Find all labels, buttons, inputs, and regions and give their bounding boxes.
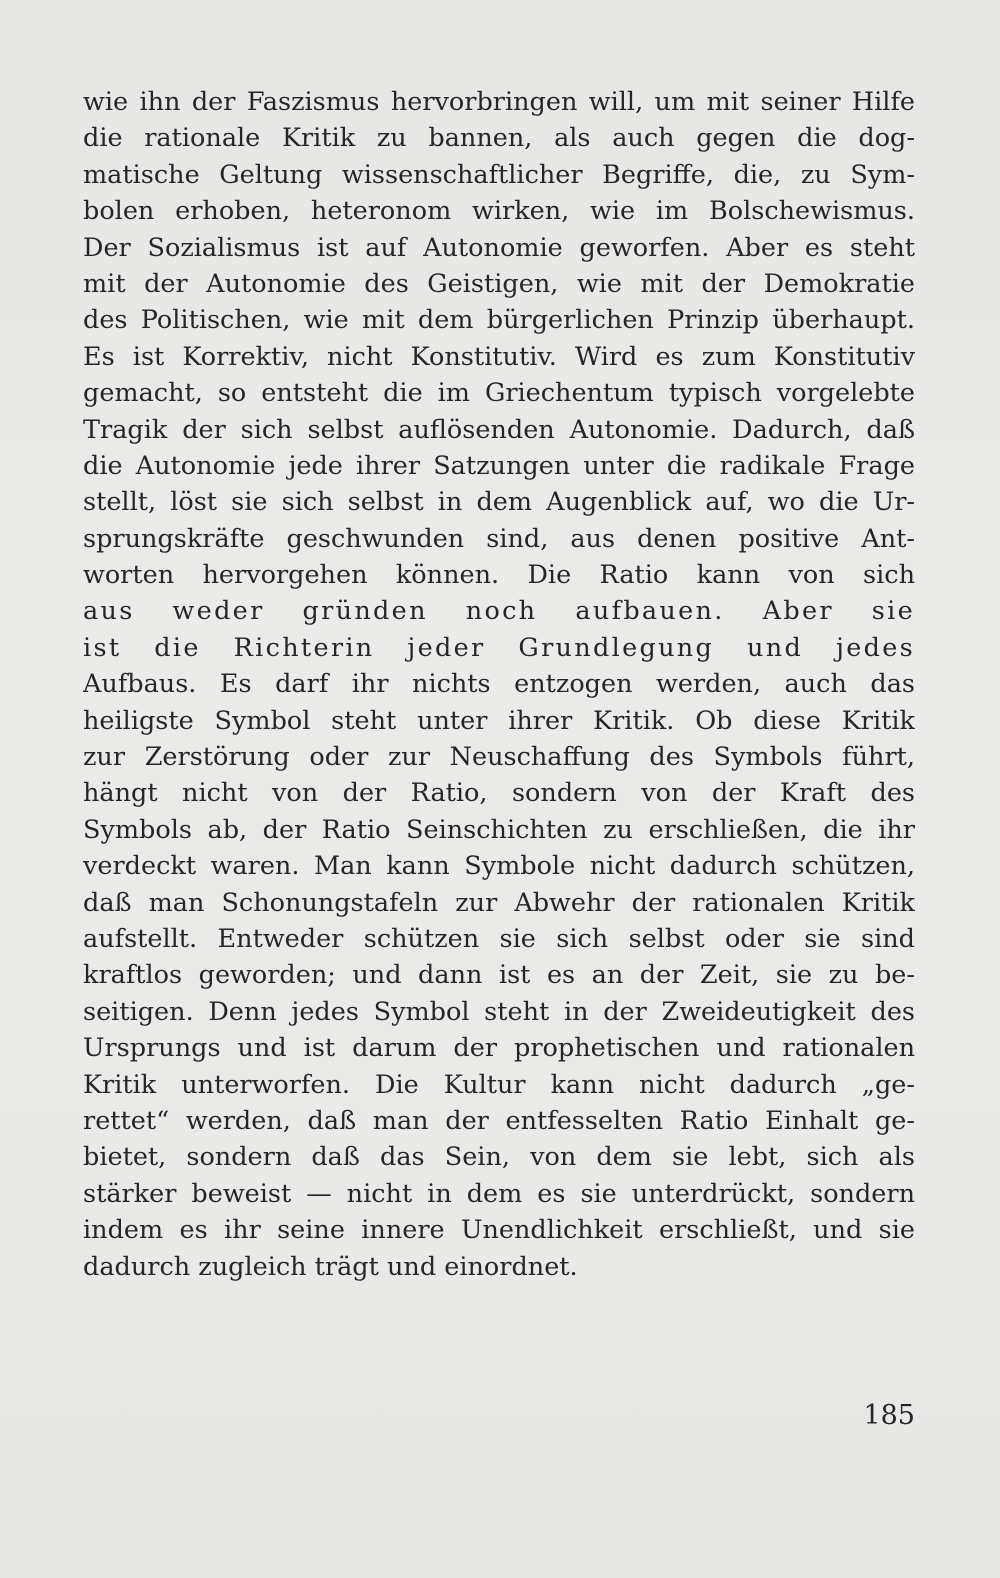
text-line: die rationale Kritik zu bannen, als auch gegen die dog- [83, 123, 915, 154]
text-line: die Autonomie jede ihrer Satzungen unter die radikale Frage [83, 450, 915, 481]
text-line: kraftlos geworden; und dann ist es an der Zeit, sie zu be- [83, 960, 915, 991]
text-line: verdeckt waren. Man kann Symbole nicht dadurch schützen, [83, 851, 915, 882]
text-line: Tragik der sich selbst auflösenden Autonomie. Dadurch, daß [83, 414, 915, 445]
text-line: gemacht, so entsteht die im Griechentum typisch vorgelebte [83, 378, 915, 409]
text-line: stärker beweist — nicht in dem es sie unterdrückt, sondern [83, 1178, 915, 1209]
text-line: ist die Richterin jeder Grundlegung und jedes [83, 632, 915, 663]
text-line: wie ihn der Faszismus hervorbringen will, um mit seiner Hilfe [83, 87, 915, 117]
text-line: Es ist Korrektiv, nicht Konstitutiv. Wird es zum Konstitutiv [83, 341, 915, 372]
text-line: Der Sozialismus ist auf Autonomie geworfen. Aber es steht [83, 232, 915, 263]
text-line: seitigen. Denn jedes Symbol steht in der Zweideutigkeit des [83, 996, 915, 1027]
text-line: Aufbaus. Es darf ihr nichts entzogen werden, auch das [83, 669, 915, 700]
text-line: Symbols ab, der Ratio Seinschichten zu erschließen, die ihr [83, 814, 915, 845]
text-line: bolen erhoben, heteronom wirken, wie im Bolschewismus. [83, 196, 915, 227]
text-line: hängt nicht von der Ratio, sondern von der Kraft des [83, 778, 915, 809]
text-line: rettet“ werden, daß man der entfesselten Ratio Einhalt ge- [83, 1105, 915, 1136]
body-text [83, 84, 915, 1285]
text-line: heiligste Symbol steht unter ihrer Kritik. Ob diese Kritik [83, 705, 915, 736]
text-line: Ursprungs und ist darum der prophetischen und rationalen [83, 1033, 915, 1064]
page-number: 185 [863, 1400, 915, 1431]
text-line: daß man Schonungstafeln zur Abwehr der rationalen Kritik [83, 887, 915, 918]
text-line: zur Zerstörung oder zur Neuschaffung des Symbols führt, [83, 742, 915, 773]
text-line: aus weder gründen noch aufbauen. Aber sie [83, 596, 915, 627]
text-line: stellt, löst sie sich selbst in dem Augenblick auf, wo die Ur- [83, 487, 915, 518]
text-line: bietet, sondern daß das Sein, von dem sie lebt, sich als [83, 1142, 915, 1173]
text-line: mit der Autonomie des Geistigen, wie mit der Demokratie [83, 268, 915, 299]
text-line: worten hervorgehen können. Die Ratio kann von sich [83, 560, 915, 591]
text-line: des Politischen, wie mit dem bürgerlichen Prinzip überhaupt. [83, 305, 915, 336]
text-line: aufstellt. Entweder schützen sie sich selbst oder sie sind [83, 923, 915, 954]
text-line: dadurch zugleich trägt und einordnet. [83, 1251, 578, 1282]
text-line: indem es ihr seine innere Unendlichkeit erschließt, und sie [83, 1215, 915, 1246]
text-line: matische Geltung wissenschaftlicher Begriffe, die, zu Sym- [83, 159, 915, 190]
text-line: sprungskräfte geschwunden sind, aus denen positive Ant- [83, 523, 915, 554]
text-line: Kritik unterworfen. Die Kultur kann nicht dadurch „ge- [83, 1069, 915, 1100]
